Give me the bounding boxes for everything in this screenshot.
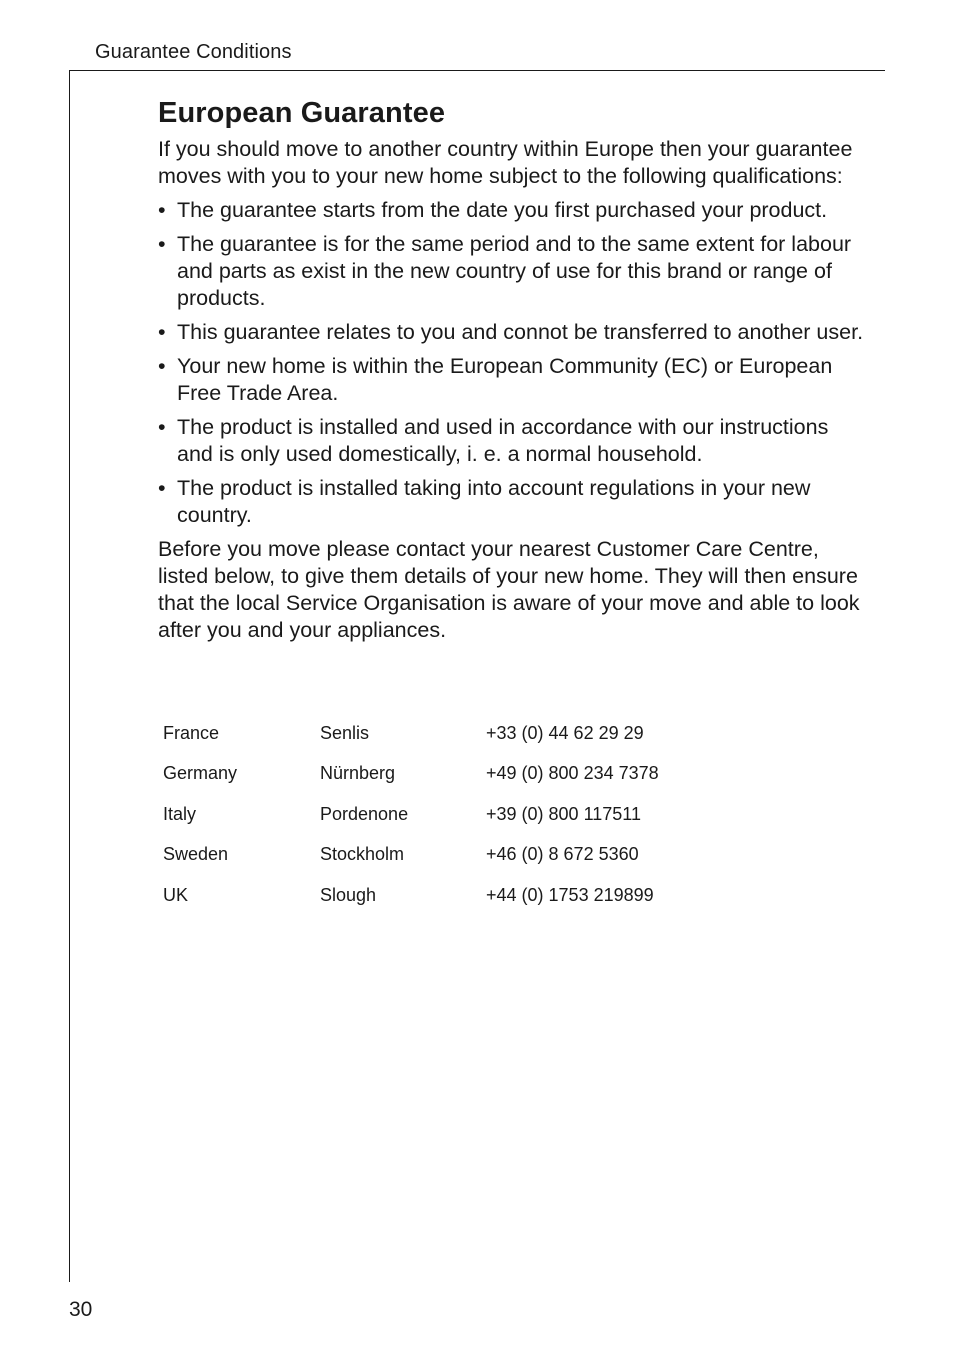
running-header: Guarantee Conditions [95, 41, 292, 63]
condition-item [158, 197, 870, 224]
condition-text: The guarantee is for the same period and to the same extent for labour and parts as exist in the new country of use for this brand or range of products. [177, 232, 852, 310]
city-cell: Stockholm [320, 844, 405, 865]
condition-text: The product is installed taking into account regulations in your new country. [177, 476, 811, 527]
country-cell: Germany [163, 763, 238, 784]
bullet: • [158, 320, 166, 344]
margin-rule [69, 70, 70, 1282]
bullet: • [158, 198, 166, 222]
condition-item [158, 414, 870, 468]
country-cell: Sweden [163, 844, 229, 865]
bullet: • [158, 415, 166, 439]
condition-text: The product is installed and used in accordance with our instructions and is only used domestically, i. e. a normal household. [177, 415, 829, 466]
condition-item [158, 475, 870, 529]
city-cell: Slough [320, 884, 377, 905]
city-cell: Pordenone [320, 803, 409, 824]
bullet: • [158, 476, 166, 500]
condition-item [158, 319, 870, 346]
outro-paragraph: Before you move please contact your nearest Customer Care Centre, listed below, to give them details of your new home. They will then ensure that the local Service Organisation is aware of your move and able to look after you and your appliances. [158, 537, 860, 642]
phone-cell: +33 (0) 44 62 29 29 [486, 722, 644, 743]
bullet: • [158, 232, 166, 256]
city-cell: Senlis [320, 722, 370, 743]
section-title: European Guarantee [158, 97, 446, 129]
phone-cell: +49 (0) 800 234 7378 [486, 763, 659, 784]
phone-cell: +39 (0) 800 117511 [486, 803, 641, 824]
bullet: • [158, 354, 166, 378]
condition-text: Your new home is within the European Community (EC) or European Free Trade Area. [177, 354, 833, 405]
intro-paragraph: If you should move to another country within Europe then your guarantee moves with you to your new home subject to the following qualifications: [158, 137, 853, 188]
table-row [163, 835, 726, 876]
phone-cell: +44 (0) 1753 219899 [486, 884, 654, 905]
country-cell: UK [163, 884, 189, 905]
header-rule [69, 70, 885, 71]
customer-care-table [163, 713, 726, 916]
condition-text: The guarantee starts from the date you first purchased your product. [177, 198, 828, 222]
table-row [163, 875, 726, 916]
page-number: 30 [69, 1298, 93, 1321]
condition-item [158, 231, 870, 312]
condition-item [158, 353, 870, 407]
phone-cell: +46 (0) 8 672 5360 [486, 844, 639, 865]
table-row [163, 754, 726, 795]
country-cell: France [163, 722, 220, 743]
table-row [163, 794, 726, 835]
main-content [158, 94, 870, 644]
conditions-list [158, 197, 870, 529]
country-cell: Italy [163, 803, 197, 824]
city-cell: Nürnberg [320, 763, 396, 784]
condition-text: This guarantee relates to you and connot be transferred to another user. [177, 320, 864, 344]
table-row [163, 713, 726, 754]
